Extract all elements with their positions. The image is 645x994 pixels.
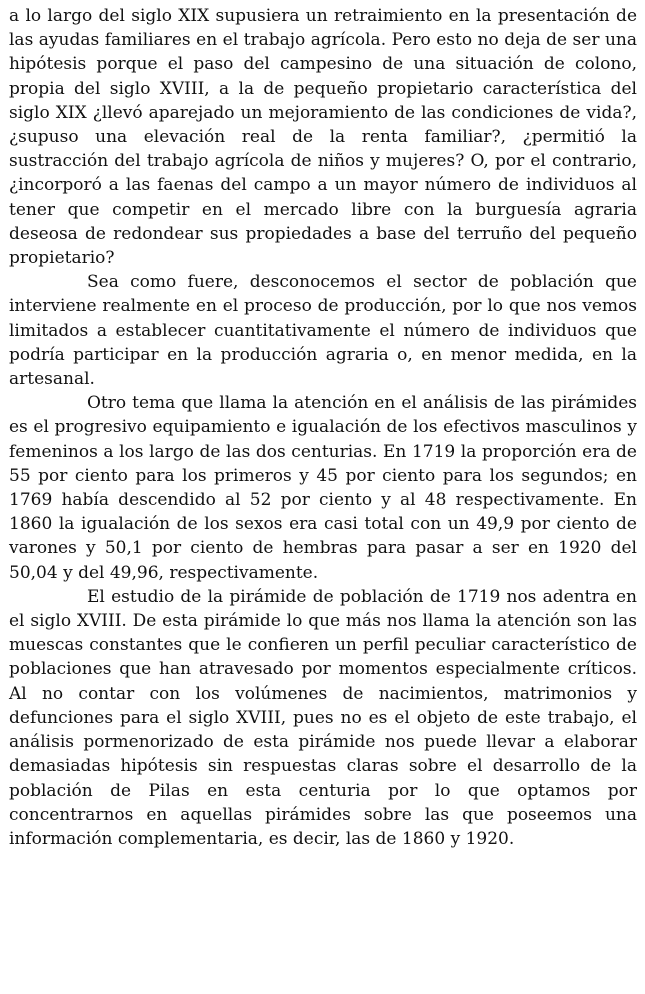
paragraph-sex-equalization: Otro tema que llama la atención en el análisis de las pirámides es el progresivo equipamiento e igualación de los efectivos masculinos y femeninos a los largo de las dos centurias. En 1719 la proporción era de 55 por ciento para los primeros y 45 por ciento para los segundos; en 1769 había descendido al 52 por ciento y al 48 respectivamente. En 1860 la igualación de los sexos era casi total con un 49,9 por ciento de varones y 50,1 por ciento de hembras para pasar a ser en 1920 del 50,04 y del 49,96, respectivamente. xyxy=(9,393,637,583)
paragraph-pyramid-1719: El estudio de la pirámide de población de 1719 nos adentra en el siglo XVIII. De esta pirámide lo que más nos llama la atención son las muescas constantes que le confieren un perfil peculiar característico de poblaciones que han atravesado por momentos especialmente críticos. Al no contar con los volúmenes de nacimientos, matrimonios y defunciones para el siglo XVIII, pues no es el objeto de este trabajo, el análisis pormenorizado de esta pirámide nos puede llevar a elaborar demasiadas hipótesis sin respuestas claras sobre el desarrollo de la población de Pilas en esta centuria por lo que optamos por concentrarnos en aquellas pirámides sobre las que poseemos una información complementaria, es decir, las de 1860 y 1920. xyxy=(9,586,637,849)
paragraph-population-sector: Sea como fuere, desconocemos el sector de población que interviene realmente en el proceso de producción, por lo que nos vemos limitados a establecer cuantitativamente el número de individuos que podría participar en la producción agraria o, en menor medida, en la artesanal. xyxy=(9,272,637,390)
paragraph-continuation: a lo largo del siglo XIX supusiera un retraimiento en la presentación de las ayudas familiares en el trabajo agrícola. Pero esto no deja de ser una hipótesis porque el paso del campesino de una situación de colono, propia del siglo XVIII, a la de pequeño propietario característica del siglo XIX ¿llevó aparejado un mejoramiento de las condiciones de vida?, ¿supuso una elevación real de la renta familiar?, ¿permitió la sustracción del trabajo agrícola de niños y mujeres? O, por el contrario, ¿incorporó a las faenas del campo a un mayor número de individuos al tener que competir en el mercado libre con la burguesía agraria deseosa de redondear sus propiedades a base del terruño del pequeño propietario? xyxy=(9,6,637,269)
document-page xyxy=(9,4,637,851)
